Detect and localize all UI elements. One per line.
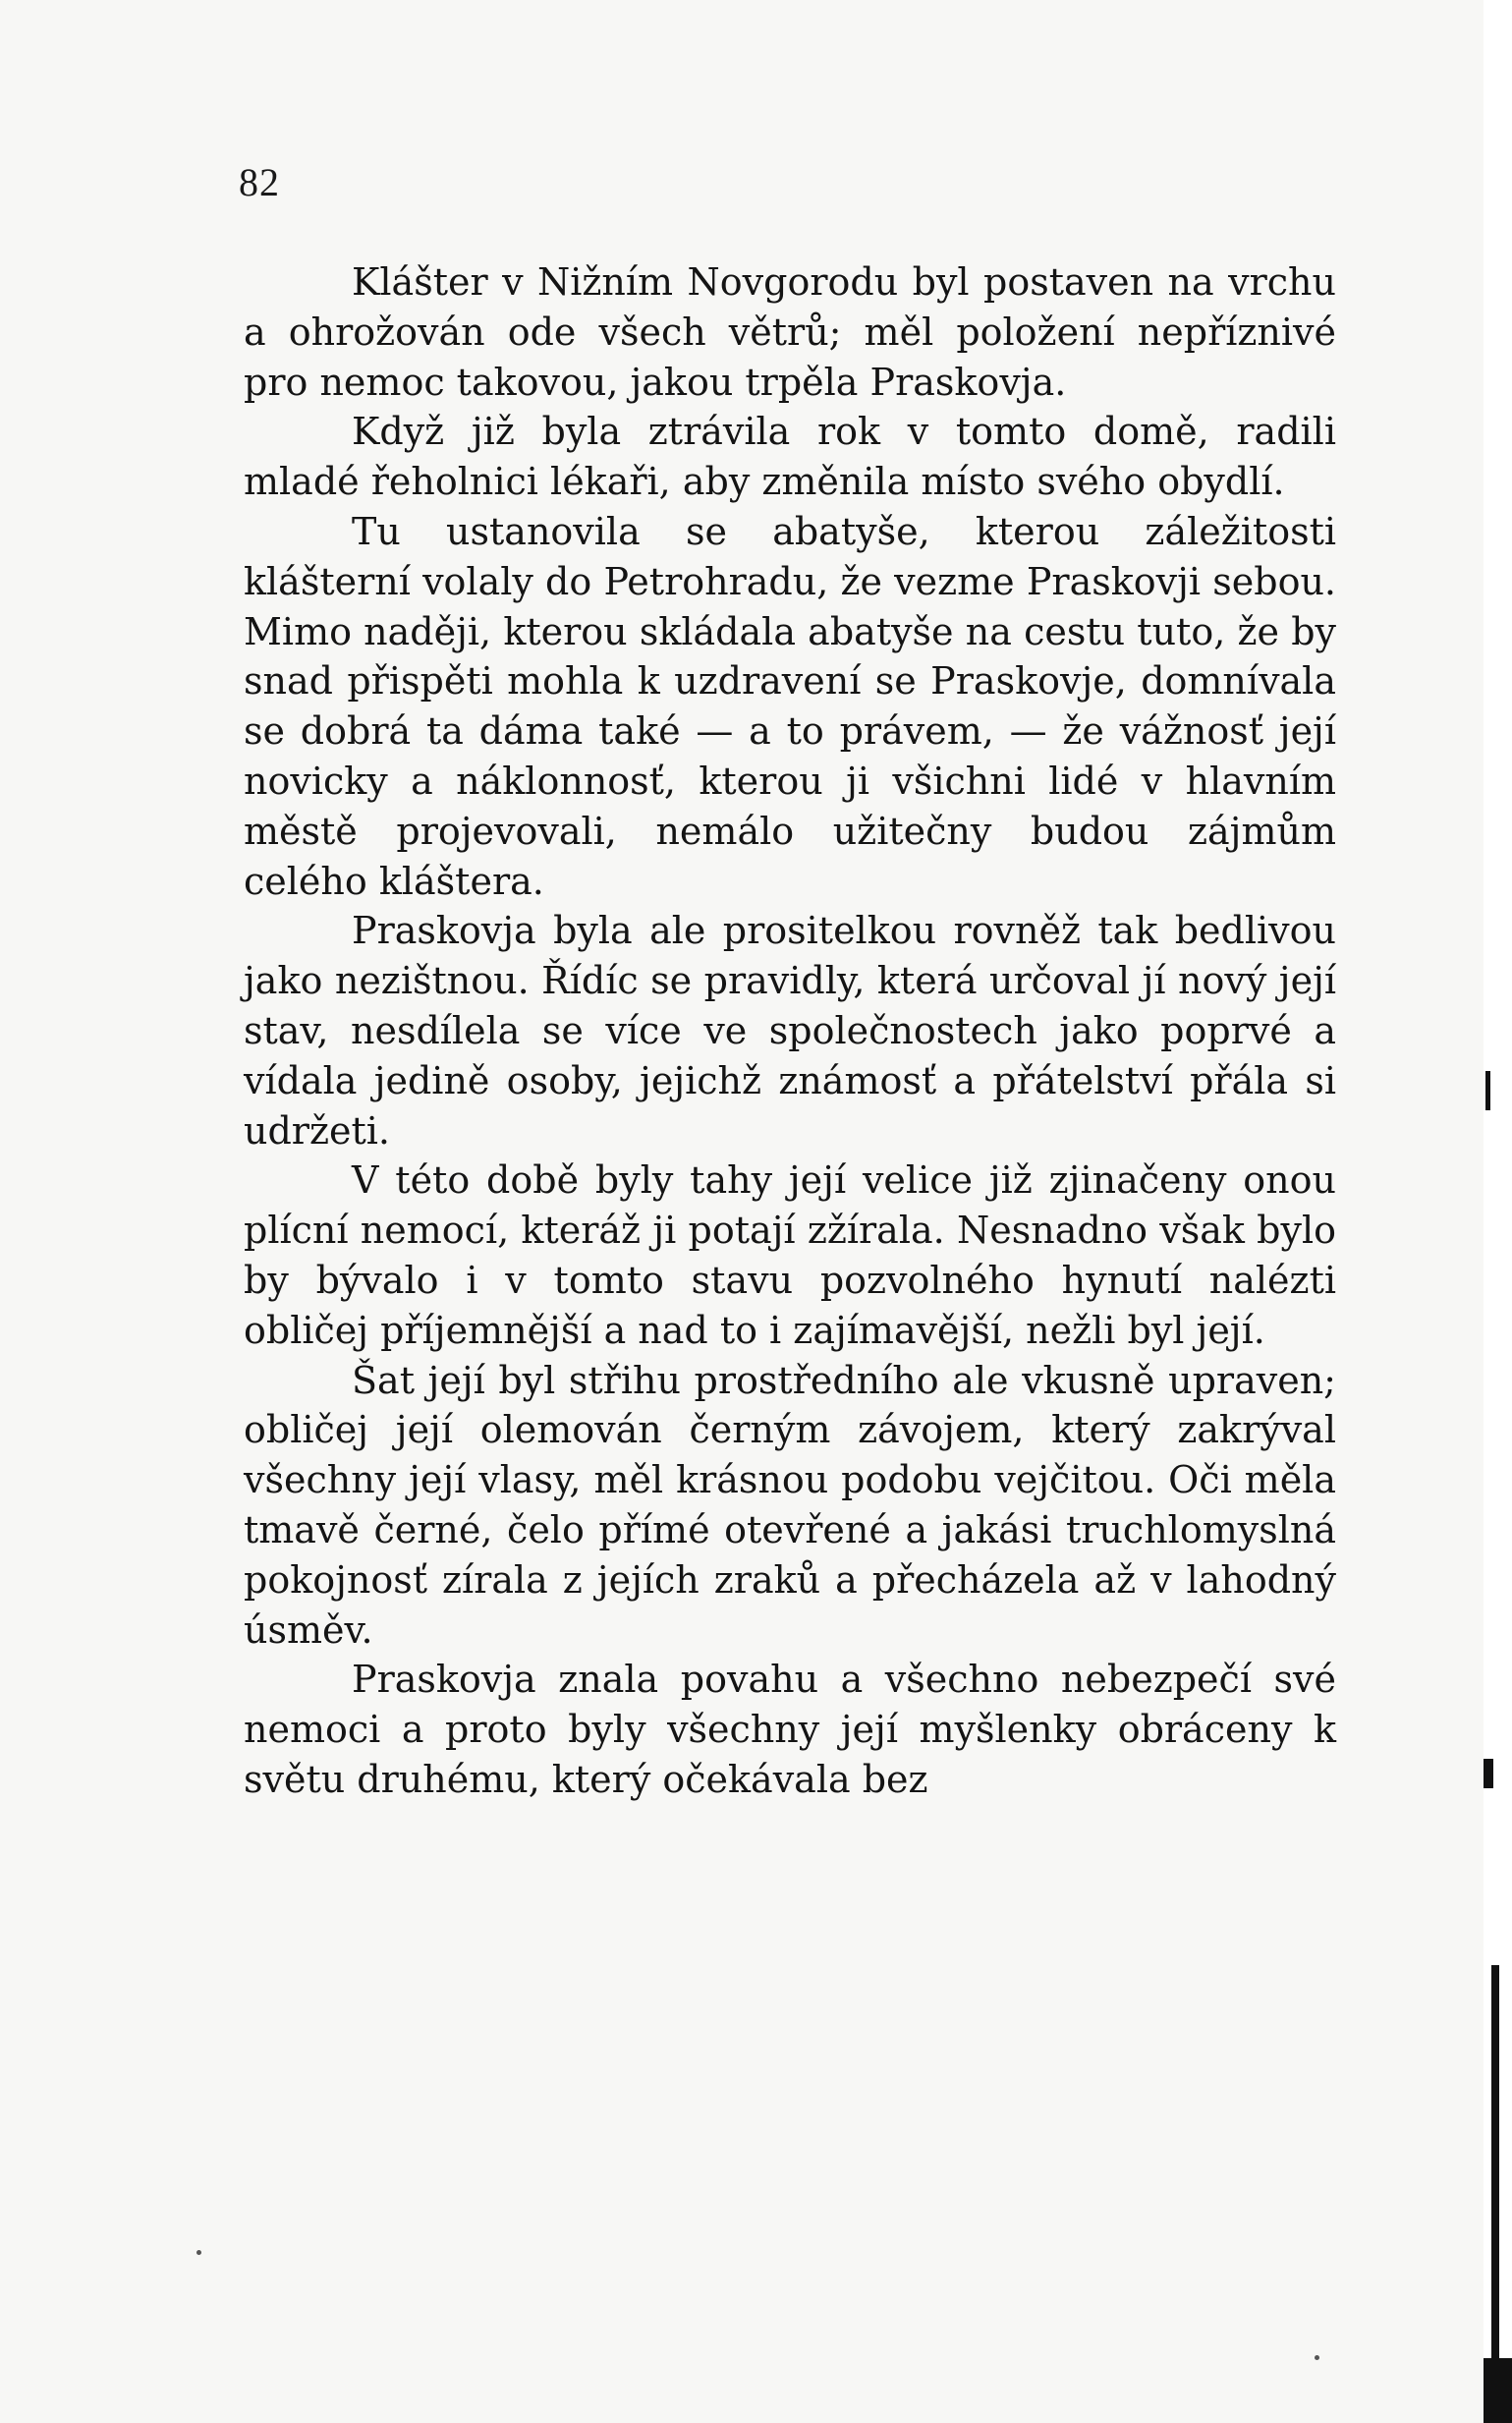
body-text <box>244 257 1336 1805</box>
page-edge <box>1484 0 1512 2423</box>
paragraph-6: Šat její byl střihu prostředního ale vkusně upraven; obličej její olemován černým závojem, který zakrýval všechny její vlasy, měl krásnou podobu vejčitou. Oči měla tmavě černé, čelo přímé otevřené a jakási truchlomyslná pokojnosť zírala z jejích zraků a přecházela až v lahodný úsměv. <box>244 1358 1336 1652</box>
paragraph-5: V této době byly tahy její velice již zjinačeny onou plícní nemocí, kteráž ji potají zžírala. Nesnadno však bylo by bývalo i v tomto stavu pozvolného hynutí nalézti obličej příjemnější a nad to i zajímavější, nežli byl její. <box>244 1158 1336 1352</box>
edge-mark <box>1484 1759 1493 1788</box>
edge-mark <box>1484 2358 1512 2423</box>
paragraph-4: Praskovja byla ale prositelkou rovněž tak bedlivou jako nezištnou. Řídíc se pravidly, která určoval jí nový její stav, nesdílela se více ve společnostech jako poprvé a vídala jedině osoby, jejichž známosť a přátelství přála si udržeti. <box>244 909 1336 1153</box>
page-number: 82 <box>239 160 280 204</box>
paragraph-1: Klášter v Nižním Novgorodu byl postaven na vrchu a ohrožován ode všech větrů; měl položení nepříznivé pro nemoc takovou, jakou trpěla Praskovja. <box>244 260 1336 404</box>
paragraph-3: Tu ustanovila se abatyše, kterou záležitosti klášterní volaly do Petrohradu, že vezme Praskovji sebou. Mimo naději, kterou skládala abatyše na cestu tuto, že by snad přispěti mohla k uzdravení se Praskovje, domnívala se dobrá ta dáma také — a to právem, — že vážnosť její novicky a náklonnosť, kterou ji všichni lidé v hlavním městě projevovali, nemálo užitečny budou zájmům celého kláštera. <box>244 509 1336 903</box>
paragraph-7: Praskovja znala povahu a všechno nebezpečí své nemoci a proto byly všechny její myšlenky obráceny k světu druhému, který očekávala bez <box>244 1658 1336 1801</box>
edge-mark <box>1485 1071 1490 1110</box>
paragraph-2: Když již byla ztrávila rok v tomto domě, radili mladé řeholnici lékaři, aby změnila místo svého obydlí. <box>244 410 1336 504</box>
edge-mark <box>1491 1965 1499 2358</box>
speck-mark <box>196 2250 201 2255</box>
speck-mark <box>1315 2355 1319 2360</box>
